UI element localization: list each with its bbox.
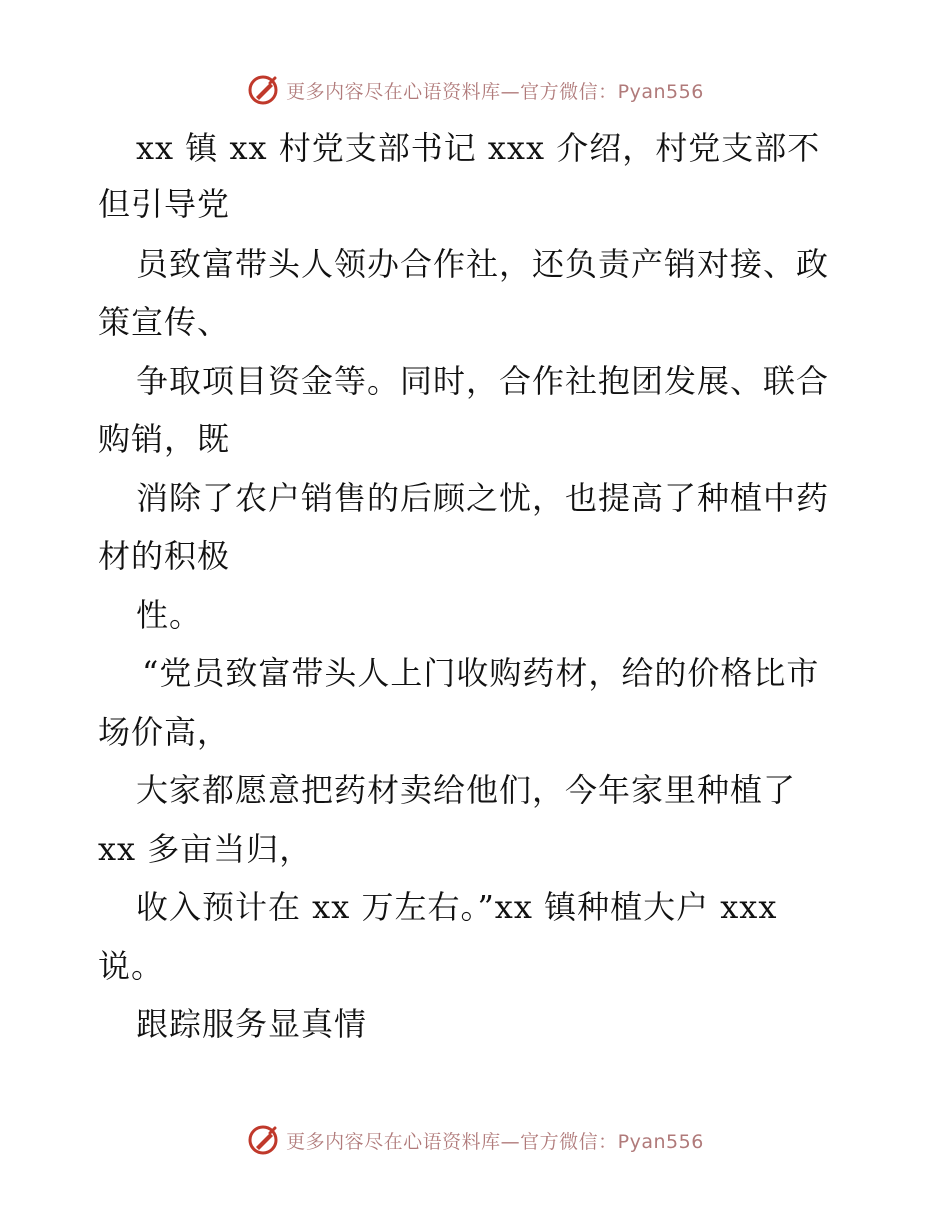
- paragraph-line: 性。: [136, 596, 203, 634]
- paragraph-line: 购销，既: [98, 420, 231, 458]
- paragraph-line: 策宣传、: [98, 303, 231, 341]
- paragraph-line: 争取项目资金等。同时，合作社抱团发展、联合: [136, 362, 830, 400]
- paragraph-line: xx 镇 xx 村党支部书记 xxx 介绍，村党支部不: [136, 129, 821, 167]
- footer-banner-text: 更多内容尽在心语资料库—官方微信：Pyan556: [286, 1130, 704, 1153]
- paragraph-line: 场价高，: [98, 713, 231, 751]
- pen-circle-icon: [246, 73, 280, 107]
- section-heading: 跟踪服务显真情: [136, 1005, 368, 1043]
- paragraph-line: 大家都愿意把药材卖给他们，今年家里种植了: [136, 771, 797, 809]
- header-banner: [0, 70, 950, 110]
- paragraph-line: 消除了农户销售的后顾之忧，也提高了种植中药: [136, 479, 830, 517]
- footer-banner: [0, 1120, 950, 1160]
- paragraph-line: 说。: [98, 947, 165, 985]
- paragraph-line: 员致富带头人领办合作社，还负责产销对接、政: [136, 245, 830, 283]
- paragraph-line: 材的积极: [98, 537, 231, 575]
- paragraph-line: 收入预计在 xx 万左右。”xx 镇种植大户 xxx: [136, 888, 778, 926]
- header-banner-text: 更多内容尽在心语资料库—官方微信：Pyan556: [286, 80, 704, 103]
- paragraph-line: 但引导党: [98, 185, 231, 223]
- paragraph-line: “党员致富带头人上门收购药材，给的价格比市: [142, 654, 820, 692]
- paragraph-line: xx 多亩当归，: [98, 830, 313, 868]
- pen-circle-icon: [246, 1123, 280, 1157]
